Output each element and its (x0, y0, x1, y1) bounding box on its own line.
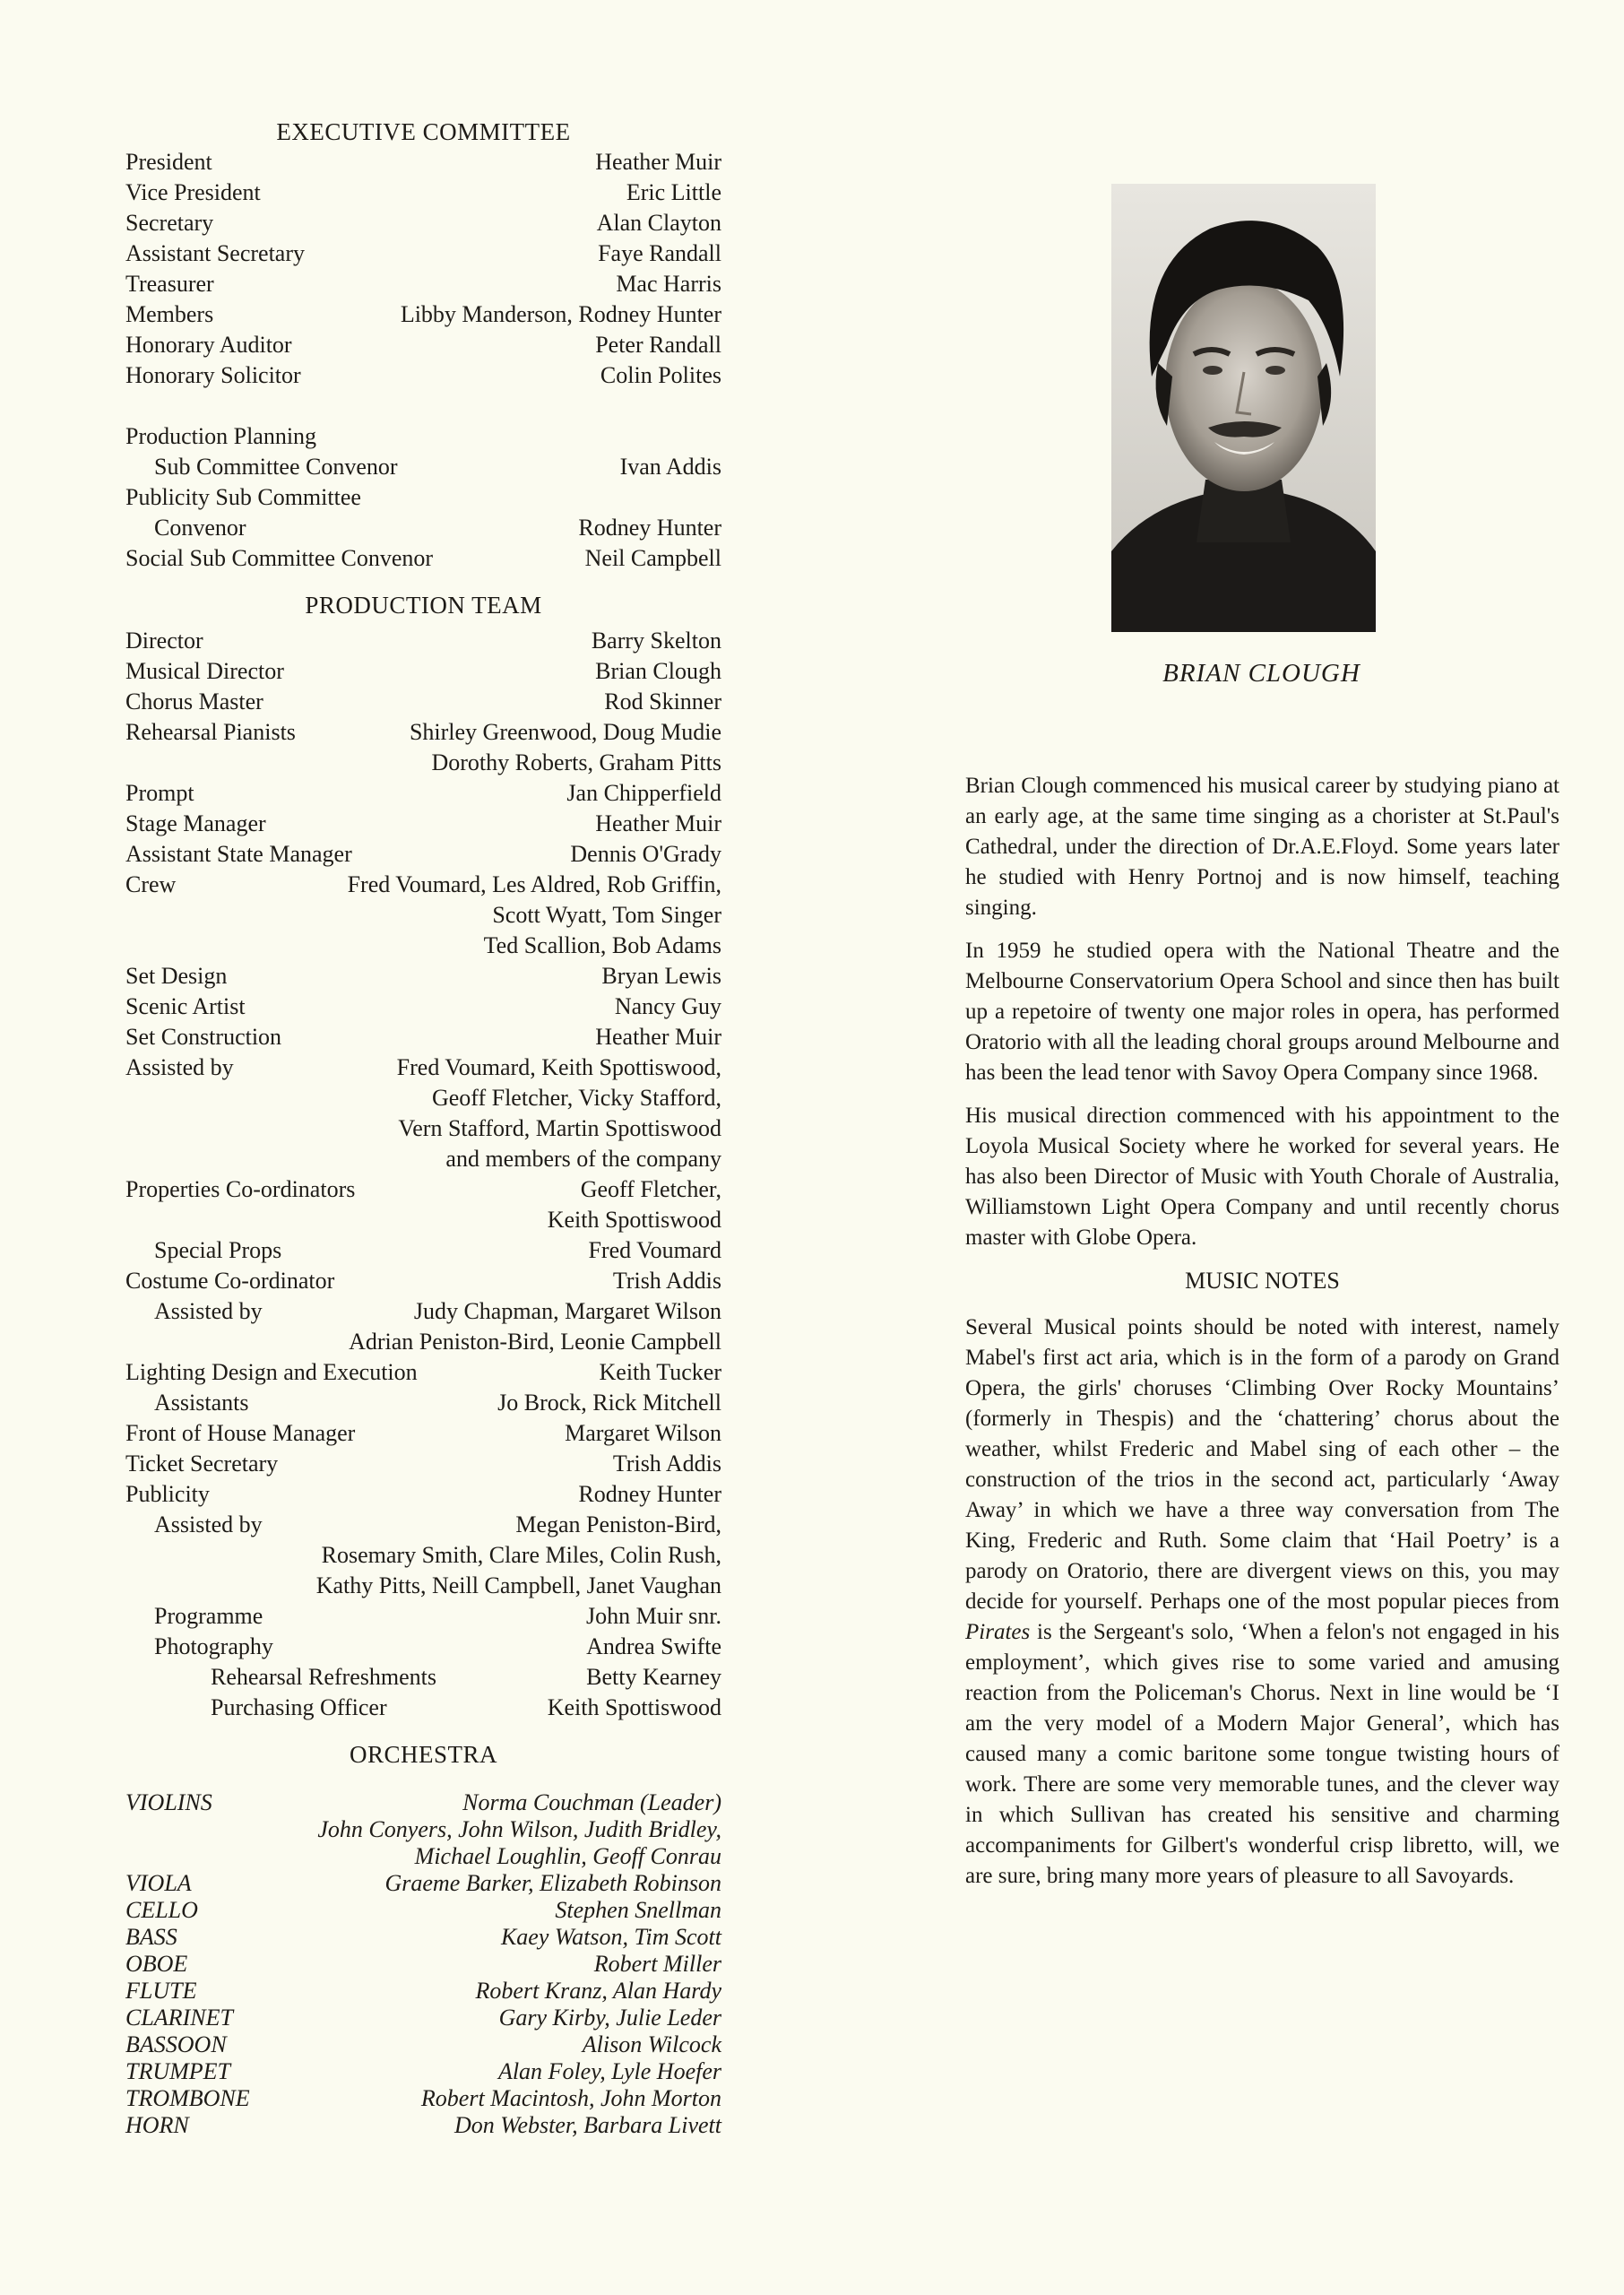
committee-row (125, 299, 721, 330)
team-name: Dennis O'Grady (570, 841, 721, 867)
team-name-continued: Geoff Fletcher, Vicky Stafford, (431, 1085, 721, 1111)
sub-committee-name: Ivan Addis (619, 454, 721, 480)
instrument: BASS (125, 1924, 177, 1950)
orchestra-row (125, 1870, 721, 1897)
team-name: Heather Muir (595, 1024, 721, 1050)
team-row (125, 1388, 721, 1418)
music-notes-title: Pirates (965, 1620, 1031, 1644)
orchestra-row (125, 1789, 721, 1816)
team-name-continued: Kathy Pitts, Neill Campbell, Janet Vaughan (315, 1572, 721, 1598)
sub-committee-role: Convenor (154, 515, 246, 541)
team-role: Stage Manager (125, 810, 266, 836)
team-name-continued: Dorothy Roberts, Graham Pitts (431, 749, 721, 775)
team-name: Betty Kearney (586, 1664, 721, 1690)
orchestra-row (125, 1951, 721, 1978)
team-row (125, 1662, 721, 1693)
committee-name: Faye Randall (598, 240, 721, 266)
sub-committee-name: Neil Campbell (584, 545, 721, 571)
team-row (125, 778, 721, 809)
team-name: Judy Chapman, Margaret Wilson (413, 1298, 721, 1324)
team-name: Andrea Swifte (586, 1633, 721, 1659)
committee-role: Members (125, 301, 214, 327)
team-row (125, 1479, 721, 1510)
committee-role: Assistant Secretary (125, 240, 306, 266)
team-role: Special Props (154, 1237, 282, 1263)
team-role: Rehearsal Pianists (125, 719, 296, 745)
team-name: Megan Peniston-Bird, (515, 1511, 721, 1537)
team-name: Fred Voumard, Les Aldred, Rob Griffin, (347, 871, 721, 897)
team-name: Fred Voumard, Keith Spottiswood, (396, 1054, 721, 1080)
team-role: Rehearsal Refreshments (211, 1664, 436, 1690)
orchestra-row (125, 1924, 721, 1951)
orchestra-row (125, 2005, 721, 2031)
players: Robert Miller (593, 1951, 721, 1977)
team-name-continued: Rosemary Smith, Clare Miles, Colin Rush, (321, 1542, 721, 1568)
instrument: CELLO (125, 1897, 198, 1923)
left-column (125, 117, 721, 2139)
team-name: Rod Skinner (604, 688, 721, 714)
players: Alan Foley, Lyle Hoefer (497, 2058, 721, 2084)
committee-row (125, 330, 721, 360)
orchestra-row (125, 1897, 721, 1924)
instrument: TROMBONE (125, 2085, 250, 2111)
executive-committee-heading: EXECUTIVE COMMITTEE (276, 118, 571, 145)
team-role: Musical Director (125, 658, 284, 684)
spacer (125, 1770, 721, 1789)
team-row (125, 1418, 721, 1449)
team-role: Purchasing Officer (211, 1694, 387, 1720)
team-row (125, 656, 721, 687)
sub-committee-row (125, 513, 721, 543)
team-name: John Muir snr. (586, 1603, 721, 1629)
team-role: Ticket Secretary (125, 1451, 279, 1477)
spacer (125, 574, 721, 590)
committee-row (125, 269, 721, 299)
team-role: Lighting Design and Execution (125, 1359, 418, 1385)
orchestra-row (125, 2085, 721, 2112)
sub-committees (125, 421, 721, 574)
team-name: Trish Addis (612, 1451, 721, 1477)
committee-role: Honorary Solicitor (125, 362, 301, 388)
team-row (125, 1235, 721, 1266)
bio-paragraph: In 1959 he studied opera with the National Theatre and the Melbourne Conservatorium Opera School and since then has built up a repetoire of twenty one major roles in opera, has performed Oratorio with all the leading choral groups around Melbourne and has been the lead tenor with Savoy Opera Company since 1968. (965, 939, 1559, 1085)
instrument: FLUTE (125, 1978, 197, 2004)
committee-name: Mac Harris (616, 271, 721, 297)
players: Kaey Watson, Tim Scott (500, 1924, 721, 1950)
players: Stephen Snellman (555, 1897, 721, 1923)
orchestra-heading: ORCHESTRA (349, 1741, 498, 1768)
orchestra-row (125, 2112, 721, 2139)
team-name-continued: Scott Wyatt, Tom Singer (492, 902, 721, 928)
portrait-photo (1111, 184, 1376, 632)
team-role: Assistants (154, 1390, 249, 1416)
sub-committee-label: Publicity Sub Committee (125, 484, 361, 510)
players: Alison Wilcock (582, 2031, 721, 2057)
team-name: Keith Tucker (599, 1359, 721, 1385)
instrument: VIOLINS (125, 1789, 212, 1815)
team-row (125, 1632, 721, 1662)
orchestra-row (125, 1978, 721, 2005)
players: Robert Macintosh, John Morton (420, 2085, 721, 2111)
bio-paragraph: His musical direction commenced with his appointment to the Loyola Musical Society where he worked for several years. He has also been Director of Music with Youth Chorale of Australia, Williamstown Light Opera Company and until recently chorus master with Globe Opera. (965, 1104, 1559, 1250)
committee-row (125, 147, 721, 178)
team-row (125, 992, 721, 1022)
team-name: Keith Spottiswood (547, 1694, 721, 1720)
committee-name: Alan Clayton (596, 210, 721, 236)
team-name: Jan Chipperfield (566, 780, 721, 806)
instrument: OBOE (125, 1951, 188, 1977)
team-row (125, 961, 721, 992)
team-name: Nancy Guy (614, 993, 721, 1019)
orchestra-row (125, 2031, 721, 2058)
bio-paragraph: Brian Clough commenced his musical career by studying piano at an early age, at the same time singing as a chorister at St.Paul's Cathedral, under the direction of Dr.A.E.Floyd. Some years later he studied with Henry Portnoj and is now himself, teaching singing. (965, 774, 1559, 920)
team-role: Scenic Artist (125, 993, 246, 1019)
players-continued: Michael Loughlin, Geoff Conrau (414, 1843, 721, 1869)
team-row (125, 687, 721, 717)
sub-committee-row (125, 452, 721, 482)
portrait-caption: BRIAN CLOUGH (1162, 659, 1361, 688)
team-role: Costume Co-ordinator (125, 1268, 335, 1294)
team-name: Rodney Hunter (578, 1481, 721, 1507)
players: Graeme Barker, Elizabeth Robinson (384, 1870, 721, 1896)
team-name: Jo Brock, Rick Mitchell (497, 1390, 721, 1416)
team-name: Geoff Fletcher, (580, 1176, 721, 1202)
committee-role: Honorary Auditor (125, 332, 292, 358)
committee-row (125, 238, 721, 269)
team-role: Properties Co-ordinators (125, 1176, 356, 1202)
team-row (125, 839, 721, 870)
team-role: Set Construction (125, 1024, 282, 1050)
sub-committee-name: Rodney Hunter (578, 515, 721, 541)
team-name: Bryan Lewis (601, 963, 721, 989)
team-row (125, 1022, 721, 1052)
instrument: TRUMPET (125, 2058, 230, 2084)
team-role: Publicity (125, 1481, 210, 1507)
team-row (125, 1296, 721, 1327)
music-notes-text: is the Sergeant's solo, ‘When a felon's not engaged in his employment’, which gives rise to some varied and amusing reaction from the Policeman's Chorus. Next in line would be ‘I am the very model of a Modern Major General’, which has caused many a comic baritone some tongue twisting hours of work. There are some very memorable tunes, and the clever way in which Sullivan has created his sensitive and charming accompaniments for Gilbert's wonderful crisp libretto, will, we are sure, bring many more years of pleasure to all Savoyards. (965, 1620, 1559, 1888)
team-row (125, 717, 721, 748)
players: Norma Couchman (Leader) (462, 1789, 721, 1815)
committee-row (125, 208, 721, 238)
committee-role: President (125, 149, 212, 175)
team-role: Director (125, 628, 203, 654)
team-row (125, 1174, 721, 1205)
players: Robert Kranz, Alan Hardy (475, 1978, 721, 2004)
team-name: Shirley Greenwood, Doug Mudie (409, 719, 721, 745)
players-continued: John Conyers, John Wilson, Judith Bridley, (317, 1816, 721, 1842)
committee-row (125, 360, 721, 391)
instrument: VIOLA (125, 1870, 192, 1896)
music-notes-text: Several Musical points should be noted with interest, namely Mabel's first act aria, which is in the form of a parody on Grand Opera, the girls' choruses ‘Climbing Over Rocky Mountains’ (formerly in Thespis) and the ‘chattering’ chorus about the weather, whilst Frederic and Mabel sing of each other – the construction of the trios in the second act, particularly ‘Away Away’ in which we have a three way conversation from The King, Frederic and Ruth. Some claim that ‘Hail Poetry’ is a parody on Oratorio, there are divergent views on this, you may decide for yourself. Perhaps one of the most popular pieces from (965, 1315, 1559, 1614)
sub-committee-label: Production Planning (125, 423, 317, 449)
production-team-heading: PRODUCTION TEAM (305, 592, 542, 619)
team-name-continued: Ted Scallion, Bob Adams (483, 932, 721, 958)
team-row (125, 1449, 721, 1479)
spacer (125, 1723, 721, 1739)
executive-committee-list (125, 147, 721, 391)
committee-name: Colin Polites (600, 362, 721, 388)
team-row (125, 1601, 721, 1632)
team-role: Programme (154, 1603, 263, 1629)
committee-name: Libby Manderson, Rodney Hunter (400, 301, 721, 327)
team-name: Trish Addis (612, 1268, 721, 1294)
players: Gary Kirby, Julie Leder (498, 2005, 721, 2031)
team-role: Set Design (125, 963, 228, 989)
biography (965, 771, 1559, 1904)
team-role: Assisted by (154, 1298, 263, 1324)
sub-committee-role: Social Sub Committee Convenor (125, 545, 434, 571)
team-row (125, 1357, 721, 1388)
instrument: CLARINET (125, 2005, 233, 2031)
sub-committee-role: Sub Committee Convenor (154, 454, 398, 480)
team-role: Crew (125, 871, 177, 897)
team-row (125, 870, 721, 900)
team-row (125, 1693, 721, 1723)
team-name: Fred Voumard (588, 1237, 721, 1263)
team-row (125, 1052, 721, 1083)
team-row (125, 809, 721, 839)
sub-committee-row (125, 543, 721, 574)
team-role: Assisted by (154, 1511, 263, 1537)
team-name: Barry Skelton (591, 628, 721, 654)
team-row (125, 626, 721, 656)
team-name-continued: Adrian Peniston-Bird, Leonie Campbell (349, 1329, 721, 1355)
music-notes-heading: MUSIC NOTES (1185, 1268, 1340, 1294)
team-name-continued: Keith Spottiswood (547, 1207, 721, 1233)
team-name-continued: Vern Stafford, Martin Spottiswood (398, 1115, 721, 1141)
team-role: Chorus Master (125, 688, 263, 714)
team-row (125, 1266, 721, 1296)
team-name: Heather Muir (595, 810, 721, 836)
committee-name: Heather Muir (595, 149, 721, 175)
team-role: Photography (154, 1633, 273, 1659)
committee-role: Vice President (125, 179, 261, 205)
committee-role: Secretary (125, 210, 214, 236)
orchestra-list (125, 1789, 721, 2139)
committee-name: Peter Randall (595, 332, 721, 358)
orchestra-row (125, 2058, 721, 2085)
team-row (125, 1510, 721, 1540)
team-role: Assistant State Manager (125, 841, 352, 867)
committee-role: Treasurer (125, 271, 214, 297)
production-team-list (125, 626, 721, 1723)
team-role: Prompt (125, 780, 194, 806)
committee-name: Eric Little (626, 179, 721, 205)
committee-row (125, 178, 721, 208)
team-name-continued: and members of the company (445, 1146, 721, 1172)
instrument: BASSOON (125, 2031, 227, 2057)
team-name: Margaret Wilson (565, 1420, 721, 1446)
spacer (125, 391, 721, 421)
team-role: Front of House Manager (125, 1420, 356, 1446)
instrument: HORN (125, 2112, 189, 2138)
portrait-image (1111, 184, 1376, 632)
team-role: Assisted by (125, 1054, 234, 1080)
players: Don Webster, Barbara Livett (454, 2112, 721, 2138)
team-name: Brian Clough (595, 658, 721, 684)
music-notes-paragraph (965, 1312, 1559, 1892)
